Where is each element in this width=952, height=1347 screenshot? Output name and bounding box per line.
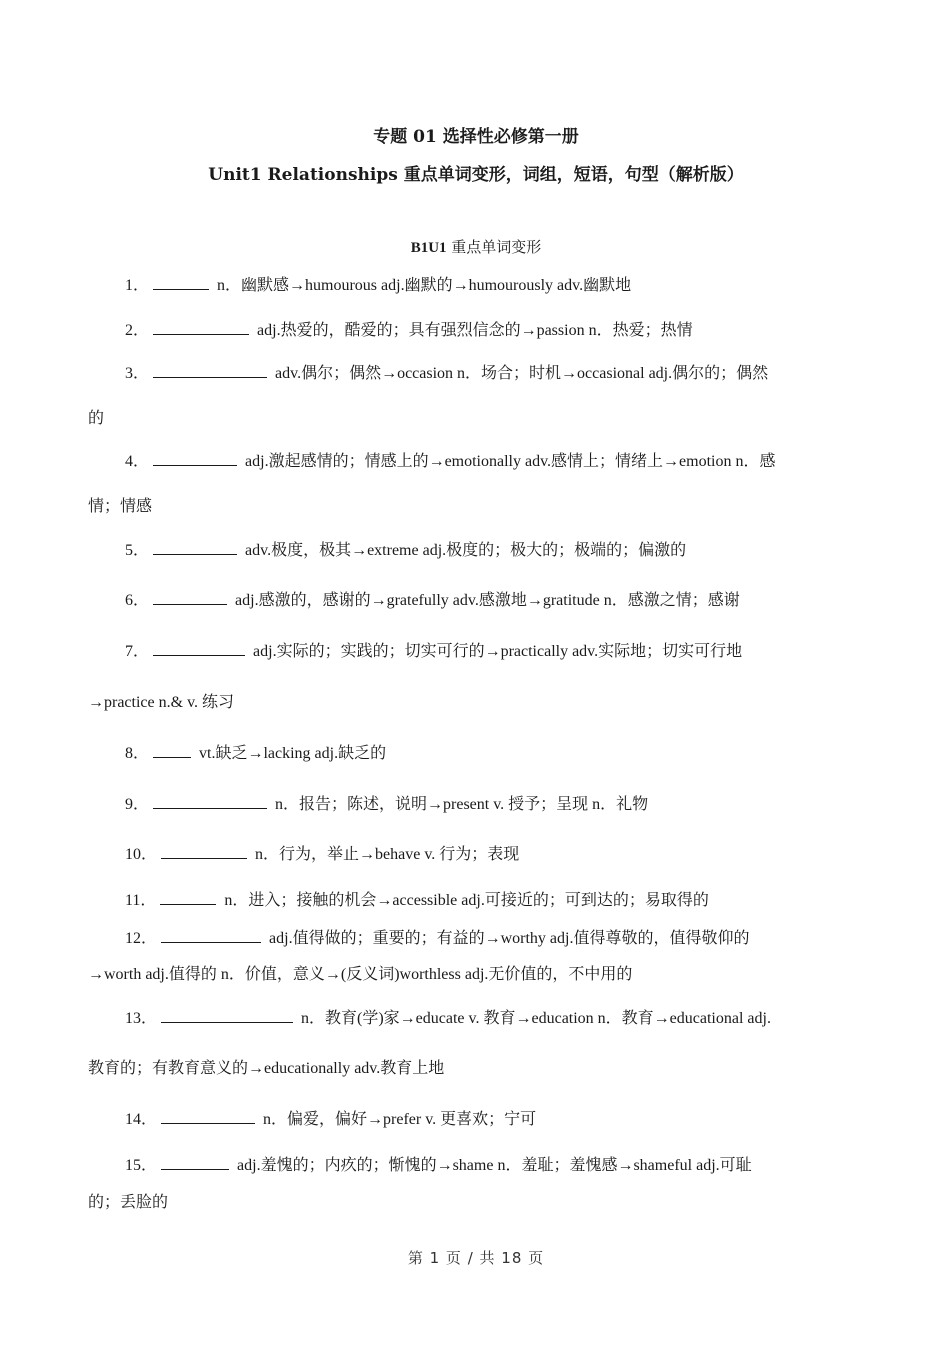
answer-blank[interactable] [153, 794, 267, 809]
vocab-item [0, 841, 952, 864]
vocab-item [0, 360, 952, 383]
item-definition: n．教育(学)家→educate v. 教育→education n．教育→educational adj. [301, 1010, 771, 1027]
item-number: 10． [125, 846, 158, 863]
item-number: 15． [125, 1157, 158, 1174]
answer-blank[interactable] [161, 1109, 255, 1124]
answer-blank[interactable] [153, 743, 191, 758]
vocab-item [0, 272, 952, 295]
answer-blank[interactable] [153, 590, 227, 605]
item-definition: adj.热爱的，酷爱的；具有强烈信念的→passion n．热爱；热情 [257, 322, 693, 339]
answer-blank[interactable] [153, 641, 245, 656]
section-heading [0, 236, 952, 257]
item-number: 6． [125, 592, 150, 609]
vocab-item [0, 791, 952, 814]
item-definition: adv.极度，极其→extreme adj.极度的；极大的；极端的；偏激的 [245, 542, 687, 559]
answer-blank[interactable] [161, 1155, 229, 1170]
item-continuation: →practice n.& v. 练习 [88, 694, 235, 711]
item-number: 14． [125, 1111, 158, 1128]
item-continuation: →worth adj.值得的 n．价值，意义→(反义词)worthless adj.无价值的，不中用的 [88, 966, 633, 983]
item-number: 11． [125, 892, 157, 909]
section-label: 重点单词变形 [446, 238, 542, 256]
answer-blank[interactable] [160, 890, 216, 905]
vocab-item [0, 925, 952, 948]
item-number: 13． [125, 1010, 158, 1027]
item-continuation: 情；情感 [88, 498, 153, 515]
item-number: 7． [125, 643, 150, 660]
item-definition: n．进入；接触的机会→accessible adj.可接近的；可到达的；易取得的 [224, 892, 709, 909]
item-number: 8． [125, 745, 150, 762]
answer-blank[interactable] [153, 275, 209, 290]
item-number: 2． [125, 322, 150, 339]
item-definition: adj.实际的；实践的；切实可行的→practically adv.实际地；切实可行地 [253, 643, 743, 660]
vocab-item [0, 587, 952, 610]
item-continuation: 的 [88, 410, 105, 427]
item-continuation: 教育的；有教育意义的→educationally adv.教育上地 [88, 1060, 445, 1077]
answer-blank[interactable] [153, 540, 237, 555]
item-number: 1． [125, 277, 150, 294]
answer-blank[interactable] [153, 320, 249, 335]
item-number: 9． [125, 796, 150, 813]
document-subtitle: Unit1 Relationships 重点单词变形，词组，短语，句型（解析版） [208, 165, 744, 185]
answer-blank[interactable] [153, 363, 267, 378]
vocab-item [0, 317, 952, 340]
item-number: 3． [125, 365, 150, 382]
vocab-item [0, 1005, 952, 1028]
item-definition: adj.值得做的；重要的；有益的→worthy adj.值得尊敬的，值得敬仰的 [269, 930, 750, 947]
document-title: 专题 01 选择性必修第一册 [373, 127, 579, 147]
item-definition: vt.缺乏→lacking adj.缺乏的 [199, 745, 387, 762]
answer-blank[interactable] [161, 928, 261, 943]
vocab-item [0, 638, 952, 661]
item-definition: adv.偶尔；偶然→occasion n．场合；时机→occasional adj.偶尔的；偶然 [275, 365, 769, 382]
item-definition: n．报告；陈述，说明→present v. 授予；呈现 n．礼物 [275, 796, 649, 813]
item-definition: adj.羞愧的；内疚的；惭愧的→shame n．羞耻；羞愧感→shameful adj.可耻 [237, 1157, 752, 1174]
item-definition: n．幽默感→humourous adj.幽默的→humourously adv.幽默地 [217, 277, 632, 294]
item-number: 4． [125, 453, 150, 470]
item-definition: adj.激起感情的；情感上的→emotionally adv.感情上；情绪上→emotion n．感 [245, 453, 776, 470]
vocab-item [0, 887, 952, 910]
page-number: 第 1 页 / 共 18 页 [407, 1249, 545, 1267]
answer-blank[interactable] [161, 844, 247, 859]
vocab-item [0, 1152, 952, 1175]
item-definition: n．行为，举止→behave v. 行为；表现 [255, 846, 520, 863]
answer-blank[interactable] [161, 1008, 293, 1023]
section-code: B1U1 [410, 240, 447, 256]
item-number: 5． [125, 542, 150, 559]
item-definition: n．偏爱，偏好→prefer v. 更喜欢；宁可 [263, 1111, 537, 1128]
item-continuation: 的；丢脸的 [88, 1194, 169, 1211]
vocab-item [0, 448, 952, 471]
vocab-item [0, 537, 952, 560]
vocab-item [0, 1106, 952, 1129]
vocab-item [0, 740, 952, 763]
item-number: 12． [125, 930, 158, 947]
item-definition: adj.感激的，感谢的→gratefully adv.感激地→gratitude n．感激之情；感谢 [235, 592, 740, 609]
answer-blank[interactable] [153, 451, 237, 466]
